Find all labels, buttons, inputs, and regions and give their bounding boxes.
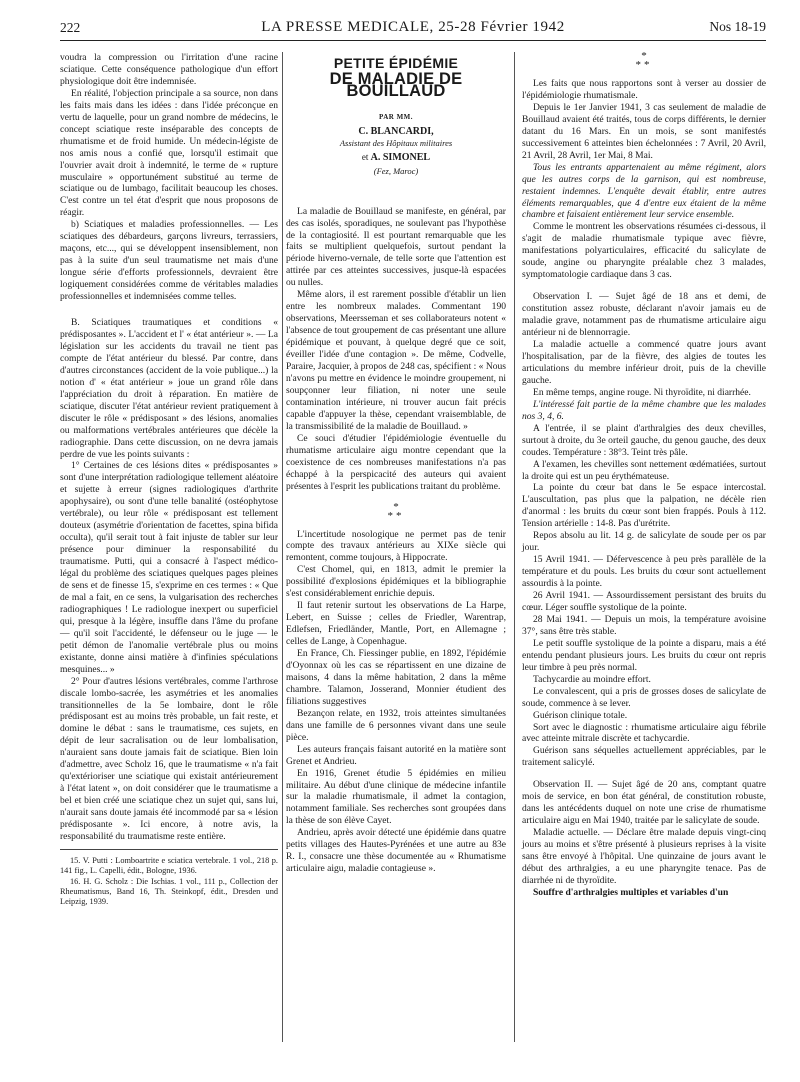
author-1: C. BLANCARDI, bbox=[358, 125, 434, 137]
column-rule-right bbox=[514, 52, 515, 1042]
paragraph: Tous les entrants appartenaient au même régiment, alors que les autres corps de la garnison, qui est nombreuse, restaient indemnes. L'enquête devait établir, entre autres éléments remarquables, que 4 d'entre eux étaient de la même chambre et faisaient entièrement leur service ensemble. bbox=[522, 161, 766, 221]
article-title bbox=[286, 55, 506, 100]
column-right bbox=[522, 52, 766, 899]
author-2: A. SIMONEL bbox=[370, 151, 431, 163]
paragraph: La pointe du cœur bat dans le 5e espace intercostal. L'auscultation, pas plus que la palpation, ne décèle rien d'anormal : les bruits du cœur sont bien frappés. Pouls à 112. Tension artérielle : 14-8. Pas d'urétrite. bbox=[522, 482, 766, 530]
paragraph: Maladie actuelle. — Déclare être malade depuis vingt-cinq jours au moins et s'être présenté à plusieurs reprises à la visite sans être envoyé à l'hôpital. Une quinzaine de jours avant le début des arthralgies, a eu une pharyngite tenace. Pas de diarrhée ni de thyroïdite. bbox=[522, 827, 766, 886]
paragraph: voudra la compression ou l'irritation d'une racine sciatique. Cette conséquence pathologique d'un effort physiologique doit être indemnisée. bbox=[60, 52, 278, 87]
observation-heading-paragraph: Observation I. — Sujet âgé de 18 ans et demi, de constitution assez robuste, déclarant n'avoir jamais eu de maladie grave, notamment pas de rhumatisme articulaire aigu antérieur ni de blennorragie. bbox=[522, 291, 766, 339]
paragraph: Andrieu, après avoir détecté une épidémie dans quatre petits villages des Hautes-Pyrénées et une autre au 83e R. I., consacre une thèse documentée au « Rhumatisme articulaire aigu, maladie contagieuse ». bbox=[286, 827, 506, 875]
footnote-rule bbox=[60, 849, 278, 856]
asterism: * ** bbox=[635, 50, 653, 71]
paragraph: Tachycardie au moindre effort. bbox=[533, 673, 651, 685]
author-2-affiliation: (Fez, Maroc) bbox=[373, 165, 419, 176]
paragraph: Guérison sans séquelles actuellement appréciables, par le traitement salicylé. bbox=[522, 745, 766, 769]
paragraph: Ce souci d'étudier l'épidémiologie éventuelle du rhumatisme articulaire aigu montre cependant que la coexistence de ces nombreuses manifestations n'a pas échappé à la perspicacité des auteurs qui avaient présentes à l'esprit les publications traitant du problème. bbox=[286, 432, 506, 492]
paragraph: En 1916, Grenet étudie 5 épidémies en milieu militaire. Au début d'une clinique de médecine infantile sur la maladie rhumatismale, il admet la contagion, notamment familiale. Ses recherches sont groupées dans la thèse de son élève Cayet. bbox=[286, 767, 506, 827]
footnote: 15. V. Putti : Lomboartrite e sciatica vertebrale. 1 vol., 218 p. 141 fig., L. Capelli, édit., Bologne, 1936. bbox=[60, 855, 278, 876]
paragraph: Même alors, il est rarement possible d'établir un lien entre les nombreux malades. Commentant 190 observations, Meersseman et ses collaborateurs notent « l'absence de tout groupement de cas présentant une allure épidémique et pouvant, à quelque degré que ce soit, éveiller l'idée d'une contagion ». De même, Codvelle, Paraire, Jacquier, à propos de 248 cas, spécifient : « Nous n'avons pu mettre en évidence le moindre groupement, ni soupçonner leur filiation, ni noter une seule contamination intérieure, ni trouver aucun fait précis capable d'appuyer la thèse, cependant vraisemblable, de la transmissibilité de la maladie de Bouillaud. » bbox=[286, 289, 506, 432]
title-line-2: DE MALADIE DE BOUILLAUD bbox=[329, 69, 463, 100]
paragraph: Guérison clinique totale. bbox=[533, 709, 628, 721]
paragraph: Les auteurs français faisant autorité en la matière sont Grenet et Andrieu. bbox=[286, 743, 506, 767]
byline-and bbox=[286, 152, 506, 164]
paragraph: Bezançon relate, en 1932, trois atteintes simultanées dans une famille de 6 personnes vivant dans une seule pièce. bbox=[286, 707, 506, 743]
paragraph: Comme le montrent les observations résumées ci-dessous, il s'agit de maladie rhumatismale typique avec fièvre, manifestations polyarticulaires, efficacité du salicylate de soude, angine ou pharyngite préalable chez 3 malades, symptomatologie cardiaque dans 3 cas. bbox=[522, 221, 766, 281]
paragraph: La maladie actuelle a commencé quatre jours avant l'hospitalisation, par de la fièvre, des algies de toutes les articulations du membre inférieur droit, puis de la cheville gauche. bbox=[522, 339, 766, 386]
paragraph: A l'examen, les chevilles sont nettement œdématiées, surtout la droite qui est un peu érythémateuse. bbox=[522, 458, 766, 482]
paragraph: C'est Chomel, qui, en 1813, admit le premier la possibilité d'explosions épidémiques et la bibliographie s'est considérablement enrichie depuis. bbox=[286, 564, 506, 600]
asterism: * ** bbox=[387, 500, 405, 522]
and-word: et bbox=[361, 151, 369, 162]
author-1-affiliation: Assistant des Hôpitaux militaires bbox=[339, 137, 453, 148]
paragraph: En réalité, l'objection principale a sa source, non dans les faits mais dans les idées : dans l'idée préconçue en vertu de laquelle, pour un grand nombre de médecins, le concept sciatique reste inséparable des concepts de rhumatisme et de froid humide. Un médecin-légiste de nos amis nous a confié que, lorsqu'il estimait que l'ouvrier avait droit à indemnité, le terme de « rupture musculaire » opportunément substitué au terme de sciatique ou de lumbago, facilitait beaucoup les choses. C'est contre un tel état d'esprit que nous proposons de réagir. bbox=[60, 87, 278, 219]
paragraph: Souffre d'arthralgies multiples et variables d'un bbox=[533, 886, 729, 898]
column-left bbox=[60, 52, 278, 907]
paragraph: Sort avec le diagnostic : rhumatisme articulaire aigu fébrile avec atteinte mitrale discrète et tachycardie. bbox=[522, 721, 766, 745]
paragraph: En France, Ch. Fiessinger publie, en 1892, l'épidémie d'Oyonnax où les cas se répartissent en une dizaine de maisons, 4 dans la même habitation, 2 dans la même chambre. Talamon, Josserand, Monnier étudient des filiations suggestives bbox=[286, 648, 506, 707]
paragraph: 1° Certaines de ces lésions dites « prédisposantes » sont d'une interprétation radiologique tellement aléatoire et sujette à erreur (signes radiologiques d'arthrite apophysaire), ou sont d'une telle banalité (ostéophytose vertébrale), ou leur rôle « prédisposant est tellement douteux (asymétrie d'orientation de facettes, spina bifida occulta), qu'il serait tout à fait injuste de tabler sur leur présence pour diminuer la responsabilité du traumatisme. Putti, qui a consacré à l'aspect médico-légal du problème des sciatiques quelques pages pleines de sens et de finesse 15, s'exprime en ces termes : « Que de mal a fait, en ce sens, la vulgarisation des recherches radiographiques ! Le radiologue inexpert ou superficiel qui, presque à la légère, insuffle dans l'âme du profane — qu'il soit l'accidenté, le défenseur ou le juge — le petit démon de l'anomalie vertébrale plus ou moins existante, donne ainsi matière à d'infinies spéculations mesquines... » bbox=[60, 460, 278, 675]
column-middle bbox=[286, 52, 506, 875]
paragraph: 28 Mai 1941. — Depuis un mois, la température avoisine 37°, sans être très stable. bbox=[522, 613, 766, 637]
paragraph: b) Sciatiques et maladies professionnelles. — Les sciatiques des débardeurs, garçons livreurs, terrassiers, maçons, etc..., qui se développent insensiblement, non pas à la suite d'un seul traumatisme net mais d'une longue série d'efforts professionnels, devraient être logiquement considérées comme de véritables maladies professionnelles et indemnisées comme telles. bbox=[60, 219, 278, 303]
issue-number: Nos 18-19 bbox=[709, 19, 766, 34]
byline-par: PAR MM. bbox=[378, 112, 414, 121]
paragraph: L'intéressé fait partie de la même chambre que les malades nos 3, 4, 6. bbox=[522, 398, 766, 422]
paragraph: Le convalescent, qui a pris de grosses doses de salicylate de soude, commence à se lever. bbox=[522, 685, 766, 709]
section-paragraph: B. Sciatiques traumatiques et conditions « prédisposantes ». L'accident et l' « état antérieur ». — La législation sur les accidents du travail ne tient pas compte de l'état antérieur du blessé. Par contre, dans d'autres circonstances (accident de la voie publique...) la notion d' « état antérieur » joue un grand rôle dans l'appréciation du droit à réparation. En matière de sciatique, discuter l'état antérieur revient pratiquement à discuter le rôle « prédisposant » des lésions, anomalies ou malformations vertébrales antérieures que décèle la radiographie. Dans cette discussion, on ne devra jamais perdre de vue les points suivants : bbox=[60, 317, 278, 460]
paragraph: A l'entrée, il se plaint d'arthralgies des deux chevilles, surtout à droite, du 3e orteil gauche, du genou gauche, des deux coudes. Température : 38°3. Teint très pâle. bbox=[522, 422, 766, 458]
page-number: 222 bbox=[60, 20, 81, 35]
page-header bbox=[60, 18, 766, 41]
paragraph: 15 Avril 1941. — Défervescence à peu près parallèle de la température et du pouls. Les bruits du cœur sont actuellement assourdis à la pointe. bbox=[522, 554, 766, 590]
byline bbox=[286, 112, 506, 178]
paragraph: La maladie de Bouillaud se manifeste, en général, par des cas isolés, sporadiques, ne soulevant pas l'hypothèse de la contagiosité. Il est pourtant remarquable que les faits se multiplient quelquefois, surtout pendant la période hiverno-vernale, de telle sorte que l'attention est attirée par ces atteintes successives, jusque-là espacées ou nulles. bbox=[286, 205, 506, 289]
paragraph: Le petit souffle systolique de la pointe a disparu, mais a été entendu pendant plusieurs jours. Les bruits du cœur ont repris leur timbre à peu près normal. bbox=[522, 637, 766, 673]
paragraph: Il faut retenir surtout les observations de La Harpe, Lebert, en Suisse ; celles de Friedler, Warentrap, Edlefsen, Friedländer, Mantle, Port, en Allemagne ; celles de Lange, à Copenhague. bbox=[286, 600, 506, 648]
observation-heading-paragraph: Observation II. — Sujet âgé de 20 ans, comptant quatre mois de service, en bon état général, de constitution robuste, dans les antécédents duquel on note une crise de rhumatisme articulaire aigu en Mai 1940, traitée par le salicylate de soude. bbox=[522, 779, 766, 827]
journal-title: LA PRESSE MEDICALE, 25-28 Février 1942 bbox=[261, 19, 565, 35]
footnote: 16. H. G. Scholz : Die Ischias. 1 vol., 111 p., Collection der Rheumatismus, Band 16, Th. Steinkopf, édit., Dresden und Leipzig, 1939. bbox=[60, 876, 278, 907]
paragraph: Repos absolu au lit. 14 g. de salicylate de soude per os par jour. bbox=[522, 530, 766, 554]
paragraph: Les faits que nous rapportons sont à verser au dossier de l'épidémiologie rhumatismale. bbox=[522, 78, 766, 101]
title-line-1: PETITE ÉPIDÉMIE bbox=[333, 55, 459, 71]
paragraph: Depuis le 1er Janvier 1941, 3 cas seulement de maladie de Bouillaud avaient été traités, tous de corps différents, le dernier datant du 16 Mars. En un mois, se sont manifestés successivement 6 atteintes bien échelonnées : 7 Avril, 20 Avril, 21 Avril, 28 Avril, 1er Mai, 8 Mai. bbox=[522, 101, 766, 161]
paragraph: L'incertitude nosologique ne permet pas de tenir compte des travaux antérieurs au XIXe siècle qui remontent, comme toujours, à Hippocrate. bbox=[286, 528, 506, 564]
paragraph: En même temps, angine rouge. Ni thyroïdite, ni diarrhée. bbox=[533, 386, 751, 398]
paragraph: 26 Avril 1941. — Assourdissement persistant des bruits du cœur. Léger souffle systolique de la pointe. bbox=[522, 590, 766, 613]
column-rule-left bbox=[282, 52, 283, 1042]
paragraph: 2° Pour d'autres lésions vertébrales, comme l'arthrose discale lombo-sacrée, les asymétries et les anomalies transitionnelles de la 5e lombaire, dont le rôle prédisposant est au moins très probable, un fait reste, et domine le débat : sans le traumatisme, ces sujets, en dépit de leur sacralisation ou de leur lombalisation, n'auraient sans doute jamais fait de sciatique. Bien loin d'admettre, avec Scholz 16, que le traumatisme « n'a fait qu'extérioriser une sciatique qui existait antérieurement à l'état latent », on doit considérer que le traumatisme a bel et bien créé une sciatique chez un sujet qui, sans lui, n'aurait sans doute jamais été incommodé par sa « lésion prédisposante ». Ici encore, à notre avis, la responsabilité du traumatisme reste entière. bbox=[60, 675, 278, 842]
